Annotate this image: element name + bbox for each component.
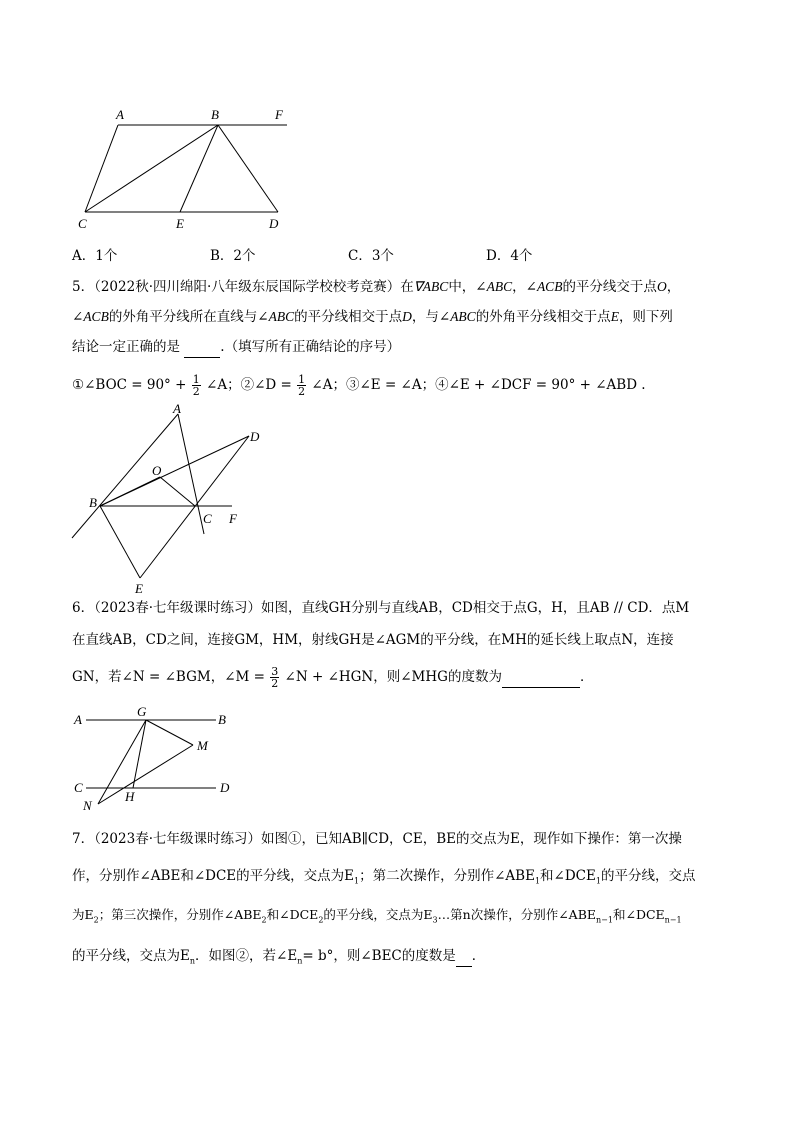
- fig4-label-D: D: [269, 216, 279, 231]
- fig5-line-DE: [140, 436, 249, 578]
- q7-subscript: 1: [534, 876, 541, 886]
- q5-text: ，∠: [512, 279, 537, 295]
- q5-text: 结论一定正确的是: [72, 339, 180, 355]
- q7-text: …第n次操作，分别作∠ABE: [437, 907, 597, 922]
- q7-text: 和∠DCE: [540, 868, 596, 884]
- q5-line2: [72, 307, 673, 327]
- fig4-line-AC: [85, 125, 118, 212]
- q7-text: ；第二次操作，分别作∠ABE: [359, 868, 535, 884]
- q7-text: 的平分线，交点为E: [323, 907, 433, 922]
- q7-line2: [72, 866, 695, 892]
- fig6-line-GM: [146, 720, 193, 745]
- q5-conclusion-2: ∠A；②∠D =: [206, 377, 292, 393]
- q7-text: 的平分线，交点: [600, 868, 696, 884]
- q5-conclusion-3-4: ∠A；③∠E = ∠A；④∠E + ∠DCF = 90° + ∠ABD .: [311, 377, 646, 393]
- q6-text: ∠N + ∠HGN，则∠MHG的度数为: [284, 669, 502, 685]
- fig6-label-B: B: [218, 712, 226, 727]
- fig5-label-E: E: [135, 581, 143, 596]
- q5-conclusion-1: ①∠BOC = 90° +: [72, 377, 187, 393]
- q6-text: GN，若∠N = ∠BGM，∠M =: [72, 669, 265, 685]
- fig5-label-D: D: [250, 429, 260, 444]
- q5-fraction-half: [297, 374, 306, 397]
- q5-text: 的平分线交于点: [562, 279, 657, 295]
- q5-text: 的平分线相交于点: [294, 309, 403, 325]
- q5-line1: [72, 277, 680, 297]
- fig4-label-F: F: [275, 107, 283, 122]
- q7-line1: 7．（2023春·七年级课时练习）如图①，已知AB∥CD，CE，BE的交点为E，现作如下操作：第一次操: [72, 831, 682, 847]
- q7-subscript: 1: [595, 876, 601, 886]
- q7-text: 作，分别作∠ABE和∠DCE的平分线，交点为E: [72, 868, 355, 884]
- q6-line2: 在直线AB，CD之间，连接GM，HM，射线GH是∠AGM的平分线，在MH的延长线上取点N，连接: [72, 632, 674, 648]
- q5-point-e: E: [610, 309, 619, 324]
- q6-fraction: [270, 666, 279, 689]
- q5-text: 的外角平分线相交于点: [475, 309, 611, 325]
- q6-answer-blank[interactable]: [502, 667, 580, 688]
- q5-text: .（填写所有正确结论的序号）: [220, 339, 401, 355]
- fig6-label-G: G: [137, 704, 147, 719]
- q5-source: 5．（2022秋·四川绵阳·八年级东辰国际学校校考竞赛）在: [72, 279, 414, 295]
- q5-fraction-half: [192, 374, 201, 397]
- q5-conclusions: [72, 374, 646, 397]
- fig5-line-BO: [100, 477, 160, 506]
- fig6-line-GN: [98, 720, 146, 804]
- q5-angle-abc: ABC: [450, 309, 476, 324]
- q5-angle-acb: ACB: [83, 309, 109, 324]
- q5-text: ∠: [72, 309, 84, 325]
- q5-triangle: ∇ABC: [413, 279, 449, 294]
- fig5-label-B: B: [89, 495, 97, 510]
- q6-line1: 6．（2023春·七年级课时练习）如图，直线GH分别与直线AB，CD相交于点G，H，且AB // CD．点M: [72, 600, 690, 616]
- q7-answer-blank[interactable]: [456, 946, 472, 967]
- q7-text: ．: [471, 948, 486, 964]
- q7-text: ；第三次操作，分别作∠ABE: [98, 907, 262, 922]
- q5-text: 的外角平分线所在直线与∠: [108, 309, 269, 325]
- q7-subscript: n: [297, 956, 303, 966]
- q7-subscript: 2: [261, 915, 267, 925]
- q6-text: ．: [579, 669, 594, 685]
- figure-q6: [70, 702, 245, 814]
- fig5-line-AB-extended: [72, 414, 178, 538]
- q5-line3: [72, 337, 400, 358]
- fig6-label-H: H: [125, 789, 135, 804]
- figure-q5: [68, 400, 273, 600]
- q7-text: 的平分线，交点为E: [72, 948, 190, 964]
- q7-subscript: n−1: [596, 915, 613, 925]
- fig6-label-N: N: [83, 798, 92, 813]
- fig4-line-BD: [218, 125, 278, 212]
- q7-subscript: 3: [432, 915, 438, 925]
- fig5-label-F: F: [229, 511, 237, 526]
- fig6-label-A: A: [74, 712, 82, 727]
- fig5-line-OC: [160, 477, 195, 506]
- q4-option-b: B．2个: [210, 248, 256, 264]
- fig6-label-C: C: [74, 780, 83, 795]
- q4-option-c: C．3个: [348, 248, 394, 264]
- q4-option-d: D．4个: [486, 248, 533, 264]
- fig4-line-BC: [85, 125, 218, 212]
- fraction-denominator: 2: [298, 385, 306, 398]
- fig5-label-O: O: [152, 463, 162, 478]
- fig6-label-M: M: [197, 738, 208, 753]
- q7-text: 和∠DCE: [266, 907, 319, 922]
- fig5-label-A: A: [173, 401, 181, 416]
- fig4-label-C: C: [78, 216, 87, 231]
- fraction-numerator: 1: [298, 373, 306, 386]
- fig5-label-C: C: [203, 511, 212, 526]
- q5-angle-abc: ABC: [268, 309, 295, 324]
- q7-text: 和∠DCE: [612, 907, 665, 922]
- fig5-line-BE: [100, 506, 140, 578]
- fig4-label-E: E: [176, 216, 184, 231]
- q7-text: ．如图②，若∠E: [195, 948, 298, 964]
- q5-answer-blank[interactable]: [184, 337, 220, 358]
- q7-subscript: 1: [354, 876, 360, 886]
- q7-text: 为E: [72, 907, 94, 922]
- q5-text: ，与∠: [411, 309, 451, 325]
- q7-subscript: 2: [93, 915, 99, 925]
- fraction-numerator: 1: [192, 373, 200, 386]
- fraction-numerator: 3: [271, 665, 279, 678]
- q5-text: 中，∠: [448, 279, 487, 295]
- figure-q4: [70, 100, 300, 235]
- q7-subscript: 2: [318, 915, 324, 925]
- fig6-line-MN: [98, 745, 193, 804]
- q7-subscript: n: [189, 956, 196, 966]
- fraction-denominator: 2: [271, 677, 279, 690]
- q5-text: ，则下列: [618, 309, 673, 325]
- q5-text: ，: [666, 279, 681, 295]
- q7-text: = b°，则∠BEC的度数是: [302, 948, 456, 964]
- q7-line3: [72, 905, 682, 931]
- q7-line4: [72, 946, 485, 972]
- fig4-label-A: A: [116, 107, 124, 122]
- q5-point-o: O: [656, 279, 667, 294]
- q5-angle-abc: ABC: [486, 279, 513, 294]
- fraction-denominator: 2: [192, 385, 200, 398]
- fig6-label-D: D: [220, 780, 230, 795]
- fig4-line-BE: [180, 125, 218, 212]
- q5-angle-acb: ACB: [536, 279, 563, 294]
- q4-option-a: A．1个: [72, 248, 118, 264]
- q6-line3: [72, 666, 593, 689]
- q7-subscript: n−1: [664, 915, 682, 925]
- fig4-label-B: B: [211, 107, 219, 122]
- q5-point-d: D: [402, 309, 412, 324]
- fig5-line-AC-extended: [178, 414, 204, 534]
